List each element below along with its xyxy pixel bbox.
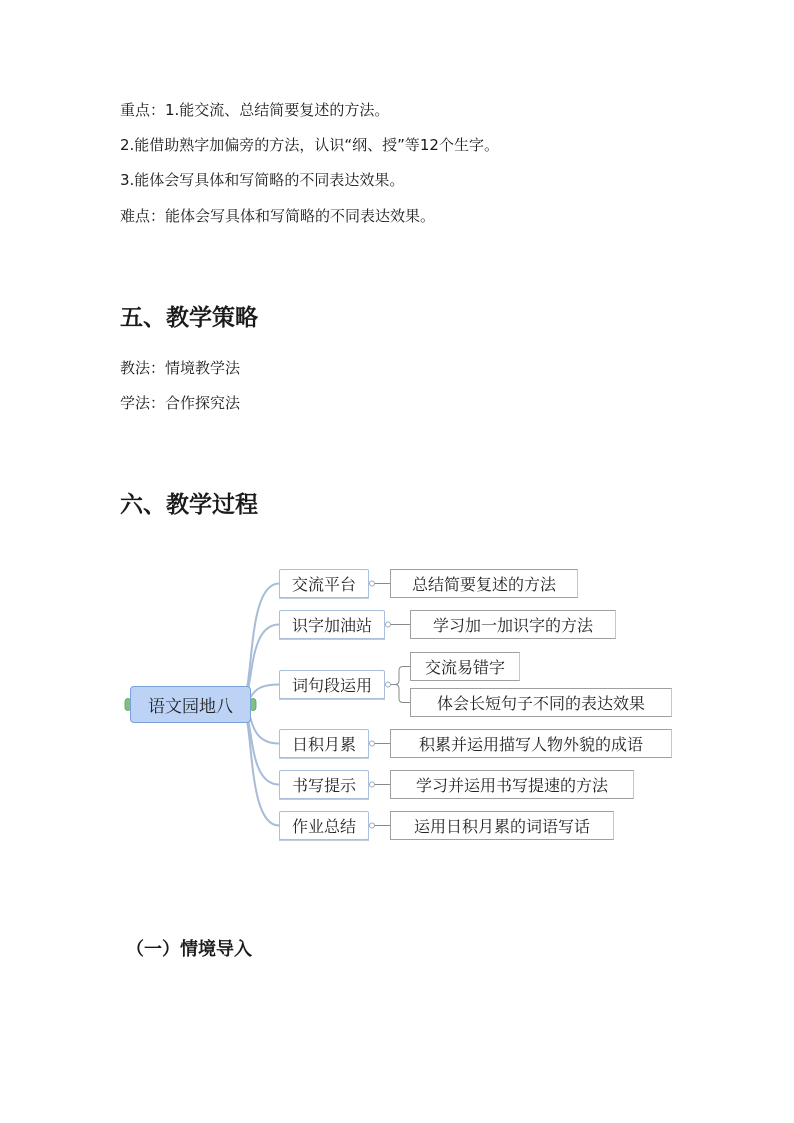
key-point-1: 重点：1.能交流、总结简要复述的方法。 [120, 101, 390, 119]
mind-map-branch-node: 日积月累 [279, 729, 369, 758]
branch-collapse-dot [386, 622, 391, 627]
mind-map-branch-node: 词句段运用 [279, 670, 385, 699]
key-point-2: 2.能借助熟字加偏旁的方法，认识“纲、授”等12个生字。 [120, 136, 499, 154]
mind-map-branch-node: 识字加油站 [279, 610, 385, 639]
mind-map-leaf-node: 运用日积月累的词语写话 [390, 811, 614, 840]
branch-leaf-connector [391, 685, 410, 703]
branch-collapse-dot [370, 782, 375, 787]
section-6-heading: 六、教学过程 [120, 492, 258, 518]
key-point-3: 3.能体会写具体和写简略的不同表达效果。 [120, 171, 405, 189]
branch-collapse-dot [370, 823, 375, 828]
mind-map-branch-node: 书写提示 [279, 770, 369, 799]
branch-collapse-dot [386, 682, 391, 687]
mind-map-leaf-node: 体会长短句子不同的表达效果 [410, 688, 672, 717]
branch-leaf-connector [391, 667, 410, 685]
subsection-1-heading: （一）情境导入 [126, 939, 252, 960]
teaching-method: 教法：情境教学法 [120, 359, 241, 377]
section-5-heading: 五、教学策略 [120, 305, 258, 331]
difficulty-point: 难点：能体会写具体和写简略的不同表达效果。 [120, 207, 436, 225]
mind-map-central-node: 语文园地八 [130, 686, 251, 723]
branch-collapse-dot [370, 581, 375, 586]
mind-map-branch-node: 交流平台 [279, 569, 369, 598]
mind-map-leaf-node: 学习加一加识字的方法 [410, 610, 616, 639]
branch-collapse-dot [370, 741, 375, 746]
mind-map-leaf-node: 积累并运用描写人物外貌的成语 [390, 729, 672, 758]
mind-map-branch-node: 作业总结 [279, 811, 369, 840]
mind-map-leaf-node: 交流易错字 [410, 652, 520, 681]
mind-map-leaf-node: 学习并运用书写提速的方法 [390, 770, 634, 799]
mind-map-leaf-node: 总结简要复述的方法 [390, 569, 578, 598]
learning-method: 学法：合作探究法 [120, 394, 241, 412]
